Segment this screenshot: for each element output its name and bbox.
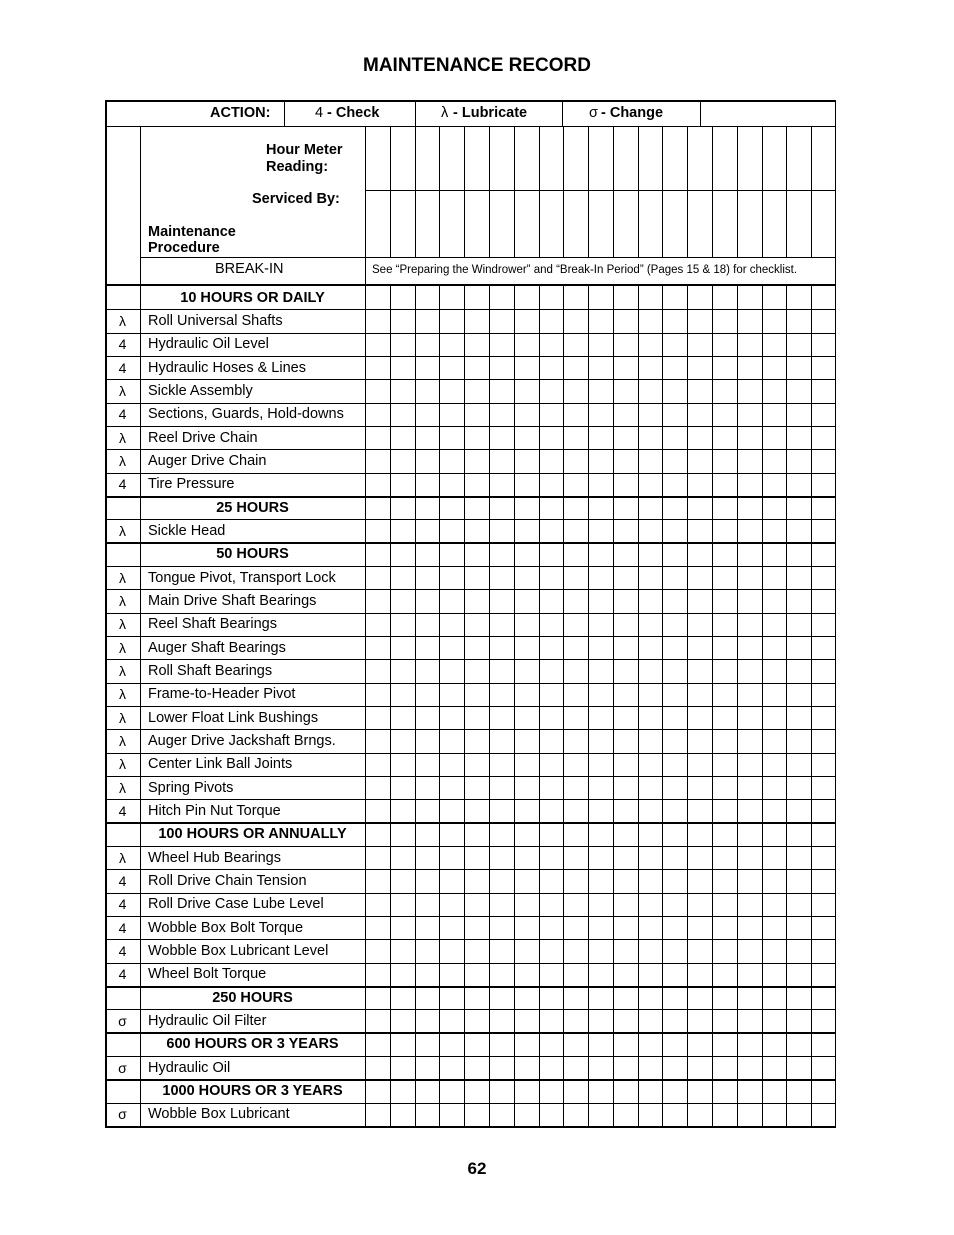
- procedure-name: Hitch Pin Nut Torque: [148, 803, 281, 819]
- section-heading: 1000 HOURS OR 3 YEARS: [162, 1083, 343, 1099]
- section-heading: 25 HOURS: [216, 499, 289, 516]
- row-rule: [105, 333, 836, 334]
- action-symbol: 4: [118, 896, 127, 913]
- legend-check-label: - Check: [327, 105, 380, 121]
- table-border-bottom: [105, 1126, 836, 1128]
- record-column-rule: [464, 126, 465, 258]
- row-rule: [105, 916, 836, 917]
- procedure-name: Sickle Head: [148, 523, 226, 539]
- record-column-rule: [638, 126, 639, 258]
- action-symbol: 4: [118, 406, 127, 423]
- row-rule: [105, 706, 836, 707]
- action-symbol: 4: [118, 919, 127, 936]
- procedure-name: Hydraulic Oil Filter: [148, 1013, 267, 1029]
- action-symbol: λ: [119, 383, 126, 399]
- section-heading: 600 HOURS OR 3 YEARS: [166, 1036, 339, 1053]
- section-heading: 100 HOURS OR ANNUALLY: [158, 826, 347, 843]
- legend-bottom-rule: [105, 126, 836, 127]
- row-rule: [105, 426, 836, 427]
- row-rule: [105, 659, 836, 660]
- action-symbol: λ: [119, 686, 126, 703]
- row-rule: [105, 613, 836, 614]
- record-column-rule: [811, 126, 812, 258]
- action-symbol: λ: [119, 709, 126, 726]
- procedure-name: Tongue Pivot, Transport Lock: [148, 569, 336, 586]
- record-column-rule: [762, 126, 763, 258]
- row-rule: [105, 893, 836, 894]
- action-symbol: λ: [119, 639, 126, 656]
- row-rule: [105, 1103, 836, 1104]
- row-rule: [105, 1056, 836, 1057]
- maintenance-record-table: [105, 100, 836, 1127]
- section-heading: 10 HOURS OR DAILY: [180, 289, 325, 306]
- procedure-name: Main Drive Shaft Bearings: [148, 593, 317, 609]
- action-symbol: σ: [118, 1059, 127, 1076]
- row-rule: [105, 403, 836, 404]
- record-column-rule: [737, 126, 738, 258]
- action-symbol: λ: [119, 779, 126, 796]
- procedure-name: Lower Float Link Bushings: [148, 709, 319, 726]
- action-symbol: λ: [119, 616, 126, 633]
- action-symbol: λ: [119, 313, 126, 329]
- procedure-name: Wobble Box Lubricant: [148, 1106, 290, 1123]
- record-column-rule: [390, 126, 391, 258]
- record-column-rule: [489, 126, 490, 258]
- record-column-rule: [712, 126, 713, 258]
- procedure-name: Center Link Ball Joints: [148, 756, 293, 773]
- procedure-name: Sickle Assembly: [148, 383, 253, 399]
- record-column-rule: [563, 126, 564, 258]
- action-symbol: 4: [118, 943, 127, 959]
- action-symbol: λ: [119, 523, 126, 539]
- section-rule: [105, 822, 836, 824]
- header-proc-rule: [365, 126, 366, 258]
- procedure-name: Wheel Bolt Torque: [148, 966, 267, 983]
- procedure-name: Roll Shaft Bearings: [148, 663, 273, 679]
- record-column-rule: [415, 126, 416, 258]
- row-rule: [105, 473, 836, 474]
- procedure-name: Auger Shaft Bearings: [148, 639, 286, 656]
- row-rule: [105, 939, 836, 940]
- legend-divider: [700, 100, 701, 126]
- row-rule: [105, 1009, 836, 1010]
- page-number: 62: [467, 1159, 487, 1178]
- procedure-name: Hydraulic Oil Level: [148, 336, 269, 353]
- record-column-rule: [439, 126, 440, 258]
- action-symbol: λ: [119, 429, 126, 446]
- procedure-name: Sections, Guards, Hold-downs: [148, 406, 344, 423]
- procedure-name: Roll Universal Shafts: [148, 313, 283, 329]
- row-rule: [105, 449, 836, 450]
- legend-divider: [562, 100, 563, 126]
- record-column-rule: [613, 126, 614, 258]
- procedure-name: Wobble Box Lubricant Level: [148, 943, 329, 959]
- action-symbol: 4: [118, 966, 127, 983]
- procedure-name: Frame-to-Header Pivot: [148, 686, 296, 703]
- action-symbol: λ: [119, 453, 126, 469]
- action-symbol: 4: [118, 803, 127, 819]
- procedure-name: Roll Drive Case Lube Level: [148, 896, 324, 913]
- row-rule: [105, 683, 836, 684]
- action-symbol: λ: [119, 569, 126, 586]
- procedure-name: Auger Drive Chain: [148, 453, 267, 469]
- row-rule: [105, 636, 836, 637]
- row-rule: [105, 309, 836, 310]
- record-column-rule: [786, 126, 787, 258]
- table-border-top: [105, 100, 836, 102]
- hour-meter-rule: [365, 190, 836, 191]
- legend-action-label: ACTION:: [210, 105, 271, 121]
- record-column-rule: [588, 126, 589, 258]
- procedure-name: Roll Drive Chain Tension: [148, 873, 307, 889]
- row-rule: [105, 776, 836, 777]
- legend-divider: [284, 100, 285, 126]
- action-symbol: λ: [119, 733, 126, 749]
- legend-lubricate-label: - Lubricate: [453, 105, 528, 121]
- action-symbol: λ: [119, 849, 126, 866]
- action-symbol: λ: [119, 663, 126, 679]
- header-block-bottom-rule: [105, 284, 836, 286]
- row-rule: [105, 566, 836, 567]
- action-symbol: λ: [119, 756, 126, 773]
- action-symbol: σ: [118, 1013, 127, 1029]
- serviced-by-label: Serviced By:: [252, 191, 340, 207]
- row-rule: [105, 963, 836, 964]
- legend-divider: [415, 100, 416, 126]
- procedure-label: Maintenance: [148, 224, 236, 240]
- page-title: MAINTENANCE RECORD: [363, 55, 591, 76]
- procedure-name: Wheel Hub Bearings: [148, 849, 281, 866]
- procedure-name: Spring Pivots: [148, 779, 234, 796]
- break-in-label: BREAK-IN: [215, 261, 284, 277]
- action-symbol: 4: [118, 873, 127, 889]
- procedure-name: Reel Shaft Bearings: [148, 616, 277, 633]
- row-rule: [105, 356, 836, 357]
- procedure-name: Auger Drive Jackshaft Brngs.: [148, 733, 336, 749]
- section-rule: [105, 542, 836, 544]
- procedure-name: Wobble Box Bolt Torque: [148, 919, 304, 936]
- legend-lubricate-symbol: λ: [441, 105, 449, 121]
- procedure-label: Procedure: [148, 240, 220, 256]
- action-symbol: 4: [118, 336, 127, 353]
- procedure-name: Reel Drive Chain: [148, 429, 258, 446]
- section-rule: [105, 986, 836, 988]
- section-rule: [105, 1079, 836, 1081]
- row-rule: [105, 729, 836, 730]
- procedure-name: Hydraulic Hoses & Lines: [148, 359, 306, 376]
- legend-change-label: - Change: [601, 105, 664, 121]
- record-column-rule: [514, 126, 515, 258]
- row-rule: [105, 519, 836, 520]
- hour-meter-label: Reading:: [266, 159, 329, 175]
- record-column-rule: [687, 126, 688, 258]
- action-symbol: σ: [118, 1106, 127, 1123]
- legend-change-symbol: σ: [589, 105, 598, 121]
- row-rule: [105, 753, 836, 754]
- row-rule: [105, 379, 836, 380]
- action-symbol: λ: [119, 593, 126, 609]
- record-column-rule: [662, 126, 663, 258]
- section-heading: 250 HOURS: [212, 989, 293, 1006]
- row-rule: [105, 846, 836, 847]
- action-symbol: 4: [118, 476, 127, 493]
- section-heading: 50 HOURS: [216, 546, 289, 563]
- procedure-name: Tire Pressure: [148, 476, 235, 493]
- legend-check-symbol: 4: [315, 105, 324, 121]
- break-in-divider: [365, 257, 366, 285]
- section-rule: [105, 1032, 836, 1034]
- break-in-note: See “Preparing the Windrower” and “Break-In Period” (Pages 15 & 18) for checklist.: [372, 264, 798, 276]
- header-bottom-rule: [140, 257, 836, 258]
- action-symbol: 4: [118, 359, 127, 376]
- procedure-name: Hydraulic Oil: [148, 1059, 231, 1076]
- section-rule: [105, 496, 836, 498]
- row-rule: [105, 869, 836, 870]
- row-rule: [105, 799, 836, 800]
- header-left-rule: [140, 126, 141, 285]
- record-column-rule: [539, 126, 540, 258]
- hour-meter-label: Hour Meter: [266, 142, 343, 158]
- row-rule: [105, 589, 836, 590]
